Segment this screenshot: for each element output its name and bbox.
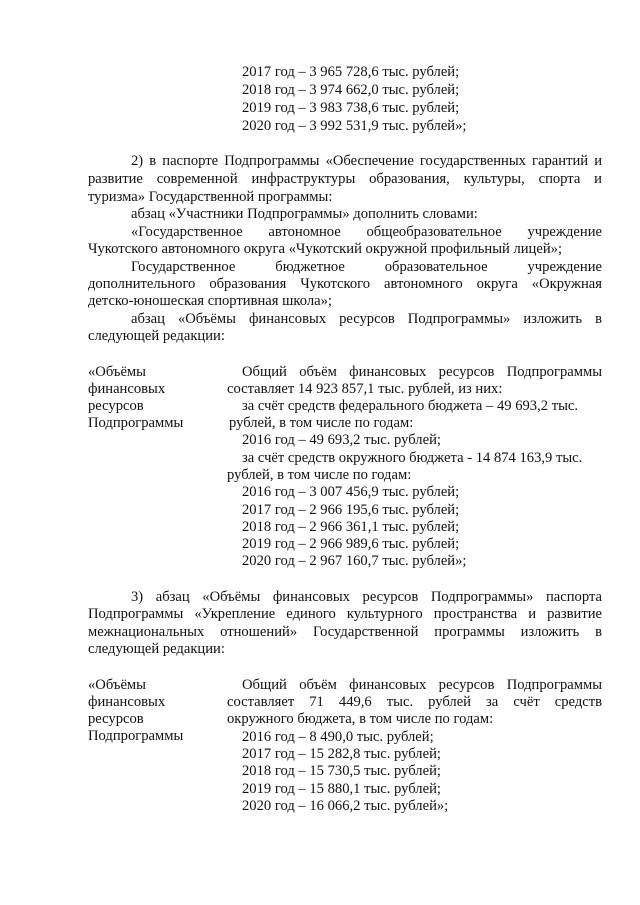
paragraph-line: 2) в паспорте Подпрограммы «Обеспечение государственных гарантий и xyxy=(131,153,602,169)
block-label-line: «Объёмы xyxy=(88,364,146,380)
paragraph-line: Подпрограммы «Укрепление единого культурного пространства и развитие xyxy=(88,606,602,622)
paragraph-line: Государственное бюджетное образовательное учреждение xyxy=(131,259,602,275)
block-label-line: Подпрограммы xyxy=(88,728,184,744)
block-content-line: 2016 год – 3 007 456,9 тыс. рублей; xyxy=(242,484,460,500)
block-label-line: ресурсов xyxy=(88,398,144,414)
block-content-line: за счёт средств окружного бюджета - 14 874 163,9 тыс. xyxy=(242,450,583,466)
block-content-line: Общий объём финансовых ресурсов Подпрограммы xyxy=(242,677,602,693)
block-label-line: ресурсов xyxy=(88,711,144,727)
paragraph-line: абзац «Участники Подпрограммы» дополнить словами: xyxy=(131,206,478,222)
intro-year-line: 2018 год – 3 974 662,0 тыс. рублей; xyxy=(242,82,460,98)
paragraph-line: 3) абзац «Объёмы финансовых ресурсов Подпрограммы» паспорта xyxy=(131,589,602,605)
paragraph-line: межнациональных отношений» Государственной программы изложить в xyxy=(88,624,602,640)
block-content-line: окружного бюджета, в том числе по годам: xyxy=(227,711,494,727)
paragraph-line: детско-юношеская спортивная школа»; xyxy=(88,293,332,309)
block-label-line: «Объёмы xyxy=(88,677,146,693)
block-content-line: 2020 год – 2 967 160,7 тыс. рублей»; xyxy=(242,553,467,569)
block-content-line: составляет 71 449,6 тыс. рублей за счёт средств xyxy=(227,694,602,710)
block-content-line: 2018 год – 2 966 361,1 тыс. рублей; xyxy=(242,519,460,535)
paragraph-line: следующей редакции: xyxy=(88,328,225,344)
block-content-line: за счёт средств федерального бюджета – 49 693,2 тыс. xyxy=(242,398,578,414)
paragraph-line: дополнительного образования Чукотского автономного округа «Окружная xyxy=(88,276,602,292)
paragraph-line: абзац «Объёмы финансовых ресурсов Подпрограммы» изложить в xyxy=(131,311,602,327)
block-content-line: 2019 год – 15 880,1 тыс. рублей; xyxy=(242,781,441,797)
block-content-line: 2018 год – 15 730,5 тыс. рублей; xyxy=(242,763,441,779)
block-content-line: составляет 14 923 857,1 тыс. рублей, из них: xyxy=(227,381,503,397)
block-content-line: 2019 год – 2 966 989,6 тыс. рублей; xyxy=(242,536,460,552)
block-content-line: 2020 год – 16 066,2 тыс. рублей»; xyxy=(242,798,449,814)
block-content-line: 2016 год – 8 490,0 тыс. рублей; xyxy=(242,729,434,745)
paragraph-line: развитие современной инфраструктуры образования, культуры, спорта и xyxy=(88,171,602,187)
intro-year-line: 2020 год – 3 992 531,9 тыс. рублей»; xyxy=(242,118,467,134)
block-content-line: 2017 год – 15 282,8 тыс. рублей; xyxy=(242,746,441,762)
block-label-line: финансовых xyxy=(88,381,166,397)
intro-year-line: 2017 год – 3 965 728,6 тыс. рублей; xyxy=(242,64,460,80)
block-content-line: рублей, в том числе по годам: xyxy=(227,467,412,483)
paragraph-line: туризма» Государственной программы: xyxy=(88,189,333,205)
block-content-line: рублей, в том числе по годам: xyxy=(229,415,414,431)
intro-year-line: 2019 год – 3 983 738,6 тыс. рублей; xyxy=(242,100,460,116)
block-content-line: 2017 год – 2 966 195,6 тыс. рублей; xyxy=(242,502,460,518)
block-content-line: Общий объём финансовых ресурсов Подпрограммы xyxy=(242,364,602,380)
paragraph-line: Чукотского автономного округа «Чукотский окружной профильный лицей»; xyxy=(88,241,562,257)
block-label-line: финансовых xyxy=(88,694,166,710)
block-content-line: 2016 год – 49 693,2 тыс. рублей; xyxy=(242,432,441,448)
paragraph-line: следующей редакции: xyxy=(88,641,225,657)
block-label-line: Подпрограммы xyxy=(88,415,184,431)
paragraph-line: «Государственное автономное общеобразовательное учреждение xyxy=(131,224,602,240)
